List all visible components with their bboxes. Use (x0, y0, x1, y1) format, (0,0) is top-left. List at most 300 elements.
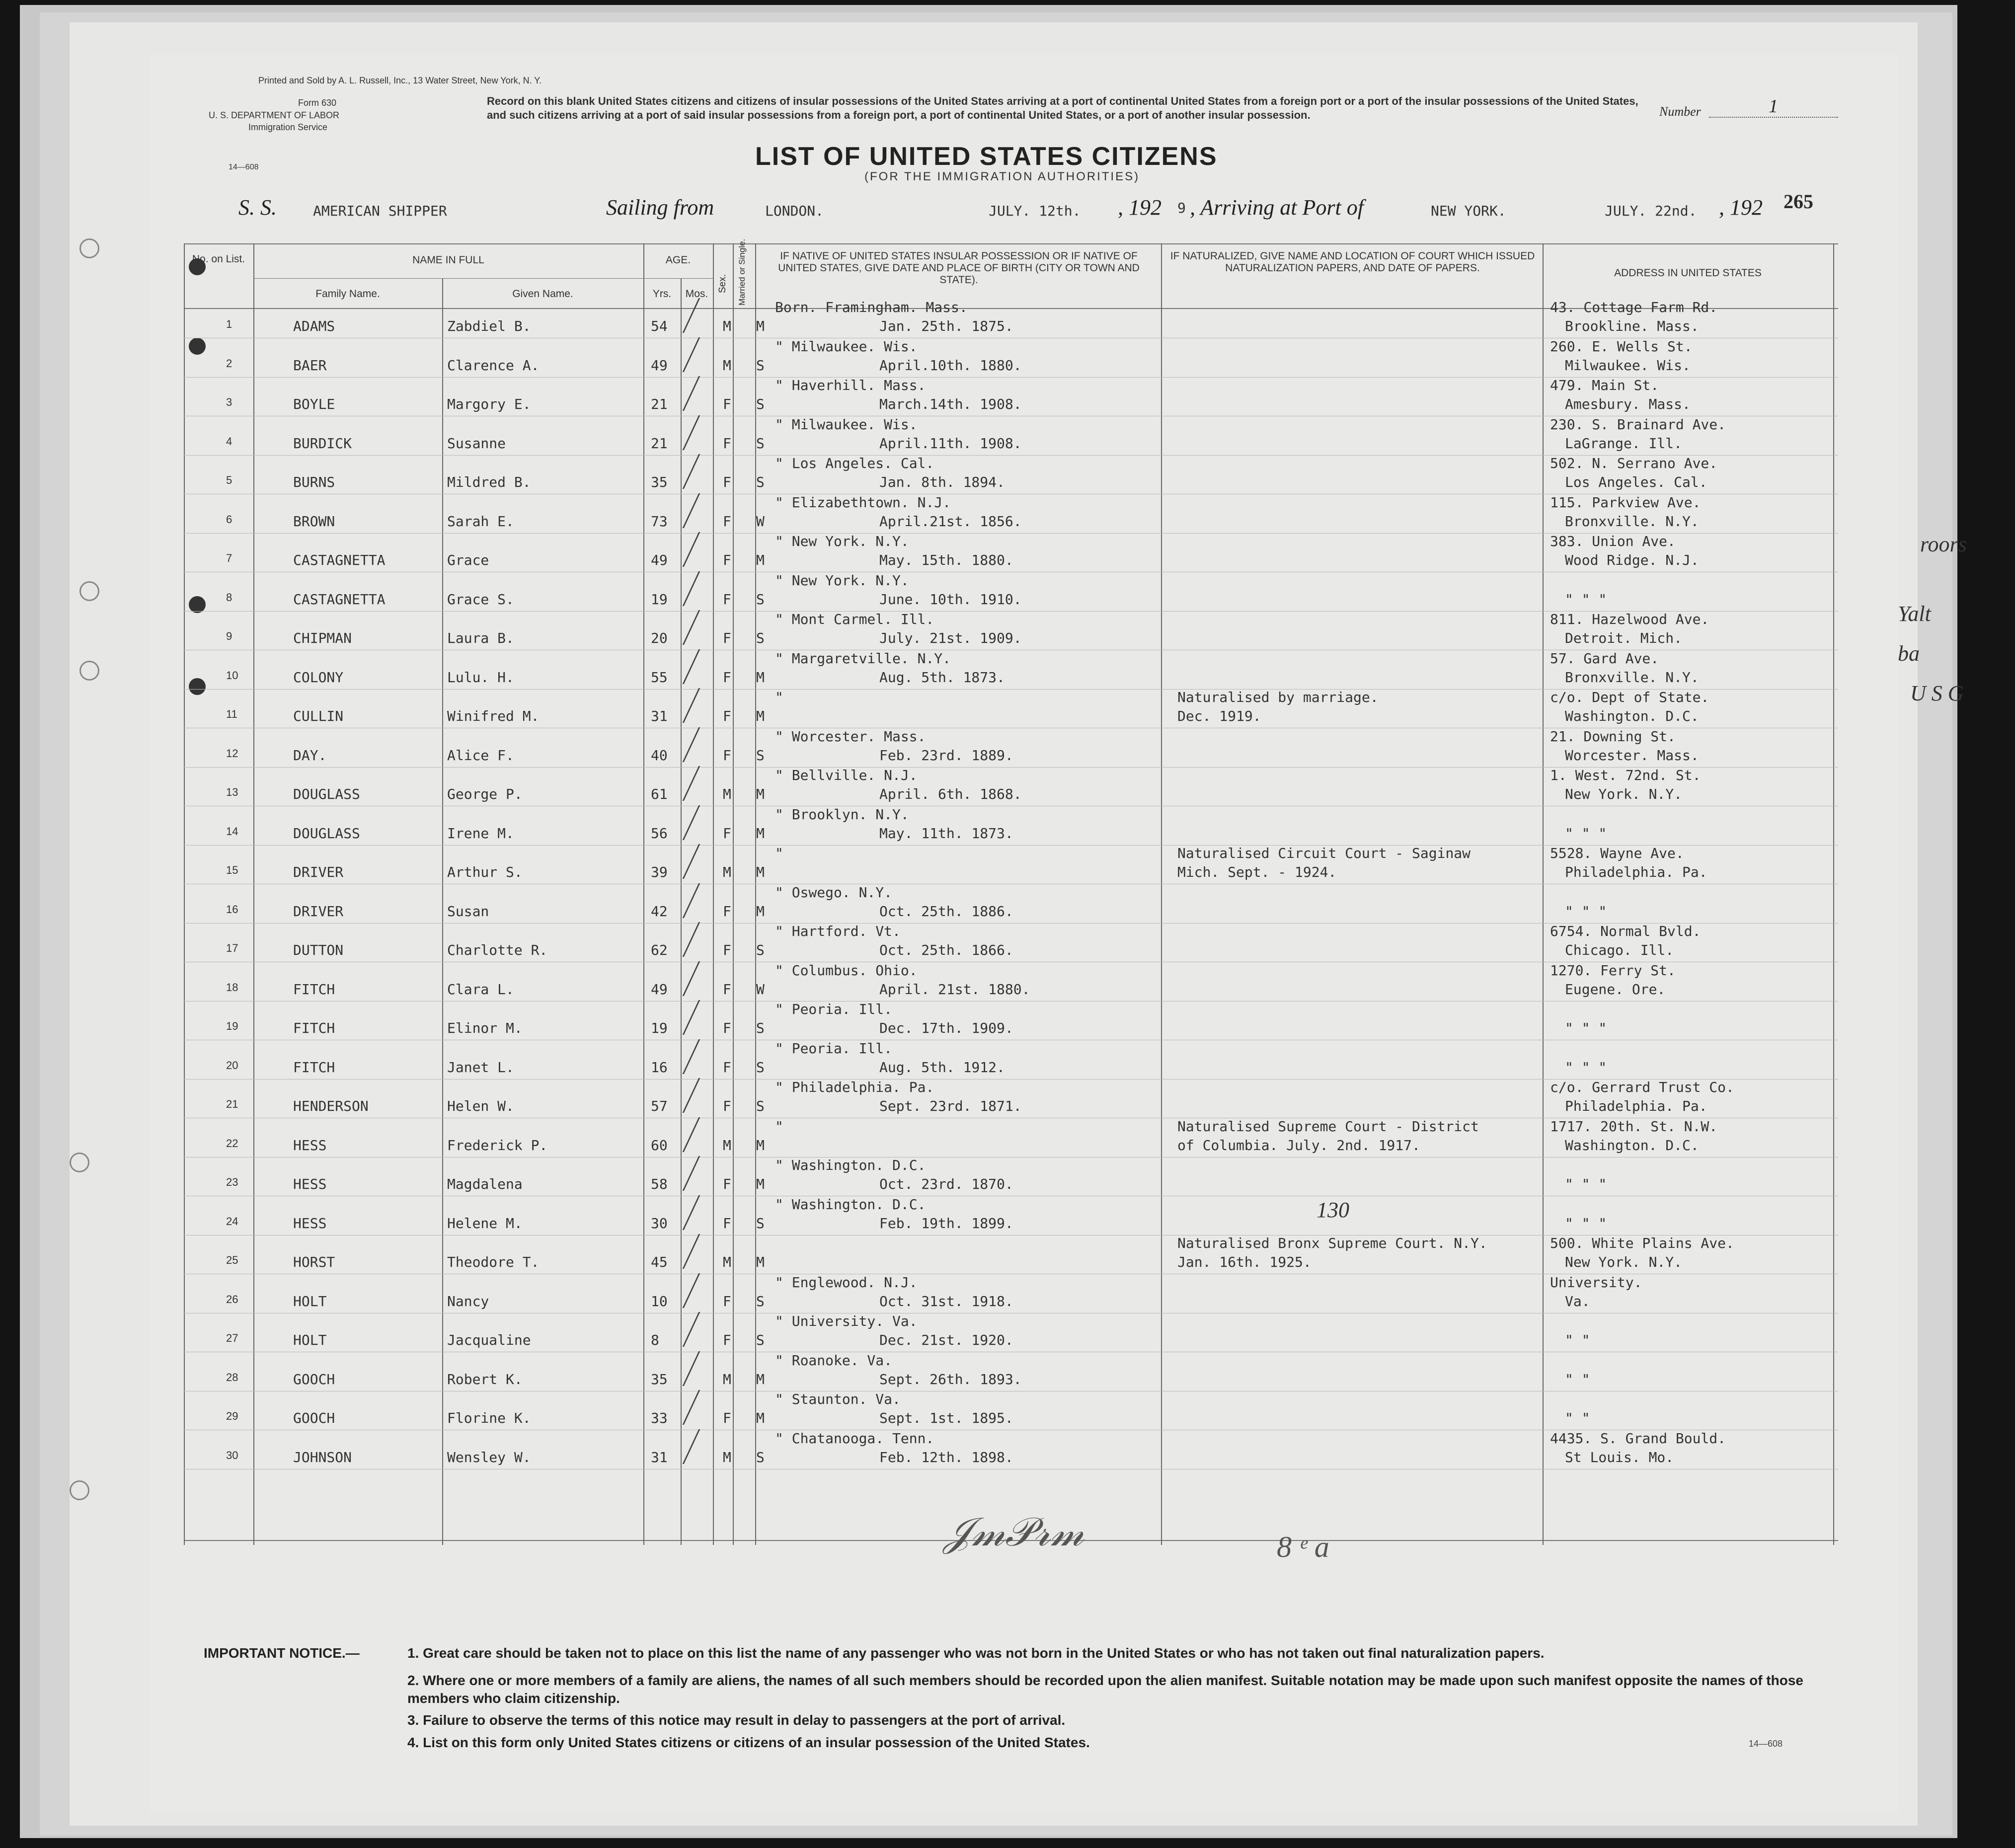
family-name: HESS (293, 1215, 327, 1232)
sex: F (723, 981, 731, 998)
col-given: Given Name. (512, 288, 573, 300)
given-name: Lulu. H. (447, 669, 514, 686)
given-name: Frederick P. (447, 1137, 548, 1154)
row-number: 13 (226, 786, 238, 798)
birth-date: Sept. 23rd. 1871. (879, 1098, 1022, 1114)
family-name: HOLT (293, 1332, 327, 1348)
given-name: Mildred B. (447, 474, 531, 490)
birth-date: April. 6th. 1868. (879, 786, 1022, 802)
birth-date: Oct. 25th. 1886. (879, 903, 1013, 920)
given-name: Janet L. (447, 1059, 514, 1076)
family-name: GOOCH (293, 1371, 335, 1387)
given-name: Helene M. (447, 1215, 523, 1232)
row-number: 7 (226, 552, 232, 564)
col-yrs: Yrs. (652, 288, 672, 300)
birth-date: Feb. 23rd. 1889. (879, 747, 1013, 764)
year-from: , 192 (1118, 195, 1162, 220)
given-name: Winifred M. (447, 708, 540, 724)
naturalization-court: Naturalised Bronx Supreme Court. N.Y. (1177, 1235, 1487, 1251)
margin-note: U S G (1910, 681, 1964, 705)
marital-status: M (756, 708, 765, 724)
department-name: U. S. DEPARTMENT OF LABOR (209, 110, 340, 120)
birth-date: Oct. 31st. 1918. (879, 1293, 1013, 1309)
age-years: 49 (651, 357, 668, 374)
given-name: Arthur S. (447, 864, 523, 880)
address-line-2: Milwaukee. Wis. (1565, 357, 1691, 374)
birth-place: " Haverhill. Mass. (775, 377, 926, 393)
arriving-label: , Arriving at Port of (1190, 195, 1364, 220)
col-age: AGE. (665, 254, 691, 266)
row-number: 8 (226, 591, 232, 604)
row-number: 12 (226, 747, 238, 760)
notice-lead: IMPORTANT NOTICE.— (204, 1645, 360, 1661)
age-years: 16 (651, 1059, 668, 1076)
given-name: Helen W. (447, 1098, 514, 1114)
birth-place: " (775, 689, 783, 705)
family-name: HESS (293, 1137, 327, 1154)
address-line-2: " " " (1565, 591, 1607, 608)
birth-date: April. 21st. 1880. (879, 981, 1030, 998)
sex: M (723, 1137, 731, 1154)
sex: F (723, 747, 731, 764)
marital-status: M (756, 1137, 765, 1154)
address-line-2: Chicago. Ill. (1565, 942, 1674, 958)
marital-status: M (756, 825, 765, 842)
row-number: 11 (226, 708, 237, 720)
row-number: 15 (226, 864, 238, 876)
row-number: 4 (226, 435, 232, 448)
birth-date: April.10th. 1880. (879, 357, 1022, 374)
address-line-2: Washington. D.C. (1565, 1137, 1699, 1154)
date-to: JULY. 22nd. (1605, 203, 1697, 219)
birth-date: Sept. 1st. 1895. (879, 1410, 1013, 1426)
form-code: 14—608 (229, 163, 259, 171)
address-line-2: St Louis. Mo. (1565, 1449, 1674, 1465)
binder-hole-icon (79, 581, 99, 601)
family-name: DAY. (293, 747, 327, 764)
family-name: HOLT (293, 1293, 327, 1309)
given-name: Grace S. (447, 591, 514, 608)
family-name: JOHNSON (293, 1449, 352, 1465)
age-years: 21 (651, 435, 668, 452)
sex: F (723, 1059, 731, 1076)
birth-date: May. 15th. 1880. (879, 552, 1013, 568)
address-line-2: Bronxville. N.Y. (1565, 513, 1699, 530)
birth-date: Oct. 23rd. 1870. (879, 1176, 1013, 1192)
birth-place: " Worcester. Mass. (775, 728, 926, 745)
address-line-2: Los Angeles. Cal. (1565, 474, 1707, 490)
row-number: 30 (226, 1449, 238, 1462)
row-number: 26 (226, 1293, 238, 1306)
binder-hole-icon (79, 661, 99, 681)
sailing-label: Sailing from (606, 195, 714, 220)
row-number: 2 (226, 357, 232, 370)
address-line-1: 260. E. Wells St. (1550, 338, 1693, 355)
naturalization-court: Naturalised by marriage. (1177, 689, 1379, 705)
marital-status: M (756, 1410, 765, 1426)
birth-date: Oct. 25th. 1866. (879, 942, 1013, 958)
address-line-1: 1717. 20th. St. N.W. (1550, 1118, 1718, 1135)
marital-status: M (756, 669, 765, 686)
date-from: JULY. 12th. (989, 203, 1081, 219)
family-name: CASTAGNETTA (293, 552, 386, 568)
given-name: Susanne (447, 435, 506, 452)
given-name: Margory E. (447, 396, 531, 412)
row-number: 28 (226, 1371, 238, 1384)
family-name: HORST (293, 1254, 335, 1270)
given-name: Theodore T. (447, 1254, 540, 1270)
column-rule (681, 278, 682, 1545)
age-years: 21 (651, 396, 668, 412)
birth-place: " Margaretville. N.Y. (775, 650, 951, 667)
row-number: 5 (226, 474, 232, 486)
port-from: LONDON. (765, 203, 824, 219)
marital-status: W (756, 981, 765, 998)
family-name: ADAMS (293, 318, 335, 334)
given-name: Charlotte R. (447, 942, 548, 958)
instructions-text: Record on this blank United States citizens and citizens of insular possessions of the United States arriving at a port of continental United States from a foreign port or a port of the insular possessions of the United States, and such citizens arriving at a port of said insular possessions from a foreign port, a port of continental United States, or a port of another insular possession. (487, 95, 1638, 121)
birth-date: Dec. 17th. 1909. (879, 1020, 1013, 1036)
sex: F (723, 1293, 731, 1309)
sex: M (723, 1254, 731, 1270)
row-number: 21 (226, 1098, 238, 1110)
given-name: Elinor M. (447, 1020, 523, 1036)
marital-status: S (756, 435, 765, 452)
address-line-2: Philadelphia. Pa. (1565, 864, 1707, 880)
age-years: 35 (651, 474, 668, 490)
address-line-1: 230. S. Brainard Ave. (1550, 416, 1726, 433)
age-years: 30 (651, 1215, 668, 1232)
naturalization-court: Naturalised Circuit Court - Saginaw (1177, 845, 1471, 861)
marital-status: M (756, 1176, 765, 1192)
margin-note: roors (1920, 532, 1967, 556)
sex: M (723, 864, 731, 880)
address-line-2: New York. N.Y. (1565, 1254, 1683, 1270)
given-name: Laura B. (447, 630, 514, 646)
family-name: COLONY (293, 669, 344, 686)
family-name: HESS (293, 1176, 327, 1192)
birth-place: " Washington. D.C. (775, 1157, 926, 1173)
family-name: CHIPMAN (293, 630, 352, 646)
sex: F (723, 630, 731, 646)
given-name: Jacqualine (447, 1332, 531, 1348)
given-name: Zabdiel B. (447, 318, 531, 334)
row-number: 29 (226, 1410, 238, 1422)
age-years: 73 (651, 513, 668, 530)
birth-place: " University. Va. (775, 1313, 918, 1329)
birth-date: May. 11th. 1873. (879, 825, 1013, 842)
age-years: 57 (651, 1098, 668, 1114)
notice-item: 4. List on this form only United States citizens or citizens of an insular possession of the United States. (407, 1735, 1090, 1750)
year-from-digit: 9 (1177, 200, 1186, 216)
marital-status: S (756, 747, 765, 764)
birth-place: " Mont Carmel. Ill. (775, 611, 934, 627)
address-line-1: 5528. Wayne Ave. (1550, 845, 1684, 861)
port-to: NEW YORK. (1431, 203, 1506, 219)
address-line-2: Philadelphia. Pa. (1565, 1098, 1707, 1114)
age-years: 60 (651, 1137, 668, 1154)
sex: F (723, 942, 731, 958)
family-name: CULLIN (293, 708, 344, 724)
col-address: ADDRESS IN UNITED STATES (1614, 267, 1762, 279)
table-rule (253, 278, 713, 279)
mid-stamp: 130 (1317, 1198, 1349, 1222)
marital-status: M (756, 318, 765, 334)
family-name: GOOCH (293, 1410, 335, 1426)
age-years: 31 (651, 708, 668, 724)
row-number: 1 (226, 318, 232, 330)
ss-label: S. S. (238, 195, 277, 220)
age-years: 10 (651, 1293, 668, 1309)
address-line-2: LaGrange. Ill. (1565, 435, 1683, 452)
address-line-1: c/o. Dept of State. (1550, 689, 1709, 705)
age-years: 8 (651, 1332, 659, 1348)
address-line-2: New York. N.Y. (1565, 786, 1683, 802)
birth-place: " Peoria. Ill. (775, 1001, 893, 1017)
family-name: CASTAGNETTA (293, 591, 386, 608)
address-line-1: 500. White Plains Ave. (1550, 1235, 1734, 1251)
column-rule (1161, 243, 1162, 1545)
address-line-2: Bronxville. N.Y. (1565, 669, 1699, 686)
sex: F (723, 552, 731, 568)
birth-place: " Bellville. N.J. (775, 767, 918, 783)
family-name: FITCH (293, 1059, 335, 1076)
marital-status: W (756, 513, 765, 530)
birth-place: " Washington. D.C. (775, 1196, 926, 1213)
row-number: 10 (226, 669, 238, 682)
birth-place: " Chatanooga. Tenn. (775, 1430, 934, 1447)
age-years: 31 (651, 1449, 668, 1465)
sex: F (723, 1176, 731, 1192)
address-line-2: " " (1565, 1332, 1590, 1348)
birth-date: April.11th. 1908. (879, 435, 1022, 452)
marital-status: S (756, 591, 765, 608)
birth-place: " Elizabethtown. N.J. (775, 494, 951, 511)
notice-item: 1. Great care should be taken not to place on this list the name of any passenger who was not born in the United States or who has not taken out final naturalization papers. (407, 1645, 1545, 1661)
address-line-1: 21. Downing St. (1550, 728, 1676, 745)
address-line-1: 57. Gard Ave. (1550, 650, 1659, 667)
binder-hole-icon (70, 1480, 89, 1500)
family-name: DUTTON (293, 942, 344, 958)
marital-status: M (756, 786, 765, 802)
address-line-2: Worcester. Mass. (1565, 747, 1699, 764)
family-name: BROWN (293, 513, 335, 530)
family-name: BAER (293, 357, 327, 374)
address-line-2: Brookline. Mass. (1565, 318, 1699, 334)
given-name: Magdalena (447, 1176, 523, 1192)
family-name: FITCH (293, 1020, 335, 1036)
marital-status: S (756, 1020, 765, 1036)
marital-status: M (756, 1371, 765, 1387)
family-name: DOUGLASS (293, 786, 360, 802)
age-years: 58 (651, 1176, 668, 1192)
page-subtitle: (FOR THE IMMIGRATION AUTHORITIES) (864, 170, 1140, 183)
family-name: HENDERSON (293, 1098, 369, 1114)
address-line-2: " " " (1565, 1176, 1607, 1192)
birth-date: Dec. 21st. 1920. (879, 1332, 1013, 1348)
sex: F (723, 708, 731, 724)
marital-status: M (756, 864, 765, 880)
birth-place: " Roanoke. Va. (775, 1352, 893, 1369)
address-line-2: " " " (1565, 1215, 1607, 1232)
birth-date: Feb. 12th. 1898. (879, 1449, 1013, 1465)
address-line-2: " " " (1565, 1020, 1607, 1036)
marital-status: M (756, 1254, 765, 1270)
age-years: 62 (651, 942, 668, 958)
age-years: 40 (651, 747, 668, 764)
margin-note: Yalt (1898, 602, 1931, 626)
naturalization-date: Dec. 1919. (1177, 708, 1261, 724)
naturalization-date: Mich. Sept. - 1924. (1177, 864, 1337, 880)
marital-status: S (756, 1332, 765, 1348)
sex: F (723, 825, 731, 842)
service-name: Immigration Service (248, 122, 328, 132)
family-name: DRIVER (293, 903, 344, 920)
age-years: 56 (651, 825, 668, 842)
row-number: 19 (226, 1020, 238, 1032)
column-rule (442, 278, 443, 1545)
sex: F (723, 591, 731, 608)
page-stamp: 265 (1783, 190, 1813, 213)
birth-place: " New York. N.Y. (775, 572, 909, 589)
col-family: Family Name. (315, 288, 380, 300)
address-line-2: Va. (1565, 1293, 1590, 1309)
column-rule (184, 243, 185, 1545)
age-years: 19 (651, 1020, 668, 1036)
column-rule (733, 243, 734, 1545)
sex: M (723, 1449, 731, 1465)
row-number: 25 (226, 1254, 238, 1266)
age-years: 49 (651, 552, 668, 568)
margin-note: ba (1898, 641, 1920, 666)
address-line-2: " " " (1565, 1059, 1607, 1076)
family-name: DOUGLASS (293, 825, 360, 842)
given-name: Irene M. (447, 825, 514, 842)
birth-place: Born. Framingham. Mass. (775, 299, 968, 315)
address-line-2: Wood Ridge. N.J. (1565, 552, 1699, 568)
birth-place: " Englewood. N.J. (775, 1274, 918, 1291)
row-number: 20 (226, 1059, 238, 1072)
sex: F (723, 903, 731, 920)
row-number: 6 (226, 513, 232, 526)
address-line-1: University. (1550, 1274, 1642, 1291)
address-line-1: 502. N. Serrano Ave. (1550, 455, 1718, 471)
marital-status: M (756, 903, 765, 920)
sex: F (723, 1215, 731, 1232)
sex: F (723, 1410, 731, 1426)
family-name: BOYLE (293, 396, 335, 412)
col-naturalized: IF NATURALIZED, GIVE NAME AND LOCATION OF COURT WHICH ISSUED NATURALIZATION PAPERS, AND DATE OF PAPERS. (1170, 250, 1535, 274)
given-name: Sarah E. (447, 513, 514, 530)
address-line-1: 479. Main St. (1550, 377, 1659, 393)
year-to: , 192 (1719, 195, 1763, 220)
birth-place: " Brooklyn. N.Y. (775, 806, 909, 823)
sex: F (723, 1020, 731, 1036)
age-years: 20 (651, 630, 668, 646)
marital-status: S (756, 1059, 765, 1076)
number-value: 1 (1769, 96, 1778, 117)
address-line-1: 1270. Ferry St. (1550, 962, 1676, 979)
age-years: 61 (651, 786, 668, 802)
printer-note: Printed and Sold by A. L. Russell, Inc., 13 Water Street, New York, N. Y. (258, 76, 542, 85)
marital-status: S (756, 1098, 765, 1114)
sex: F (723, 669, 731, 686)
row-number: 22 (226, 1137, 238, 1150)
given-name: Susan (447, 903, 489, 920)
given-name: Wensley W. (447, 1449, 531, 1465)
birth-place: " Los Angeles. Cal. (775, 455, 934, 471)
family-name: FITCH (293, 981, 335, 998)
row-number: 14 (226, 825, 238, 838)
column-rule (1543, 243, 1544, 1545)
address-line-2: Amesbury. Mass. (1565, 396, 1691, 412)
col-sex: Sex. (717, 274, 728, 293)
marital-status: S (756, 1449, 765, 1465)
col-name-in-full: NAME IN FULL (412, 254, 484, 266)
column-rule (253, 243, 254, 1545)
given-name: Robert K. (447, 1371, 523, 1387)
sex: F (723, 396, 731, 412)
number-label: Number (1659, 104, 1701, 119)
row-number: 9 (226, 630, 232, 642)
naturalization-date: of Columbia. July. 2nd. 1917. (1177, 1137, 1420, 1154)
sex: M (723, 786, 731, 802)
binder-hole-icon (70, 1153, 89, 1172)
address-line-1: 43. Cottage Farm Rd. (1550, 299, 1718, 315)
marital-status: S (756, 357, 765, 374)
address-line-2: Washington. D.C. (1565, 708, 1699, 724)
col-birth: IF NATIVE OF UNITED STATES INSULAR POSSESSION OR IF NATIVE OF UNITED STATES, GIVE DATE AND PLACE OF BIRTH (CITY OR TOWN AND STATE). (778, 250, 1140, 286)
col-married: Married or Single. (737, 238, 747, 306)
birth-place: " New York. N.Y. (775, 533, 909, 549)
birth-place: " Staunton. Va. (775, 1391, 901, 1407)
row-number: 27 (226, 1332, 238, 1344)
marital-status: S (756, 630, 765, 646)
signature-annotation: 8 ᵉ a (1277, 1531, 1329, 1563)
address-line-1: 1. West. 72nd. St. (1550, 767, 1701, 783)
marital-status: S (756, 1215, 765, 1232)
inspector-signature: 𝒥𝓂𝒫𝓇𝓂 (944, 1511, 1085, 1554)
family-name: DRIVER (293, 864, 344, 880)
birth-place: " (775, 1118, 783, 1135)
ship-name: AMERICAN SHIPPER (313, 203, 447, 219)
birth-place: " Columbus. Ohio. (775, 962, 918, 979)
given-name: George P. (447, 786, 523, 802)
address-line-2: " " (1565, 1371, 1590, 1387)
birth-place: " Oswego. N.Y. (775, 884, 893, 901)
marital-status: S (756, 942, 765, 958)
age-years: 45 (651, 1254, 668, 1270)
binder-hole-icon (79, 238, 99, 258)
birth-date: Jan. 8th. 1894. (879, 474, 1005, 490)
row-number: 23 (226, 1176, 238, 1188)
age-years: 33 (651, 1410, 668, 1426)
marital-status: M (756, 552, 765, 568)
address-line-2: " " (1565, 1410, 1590, 1426)
sex: F (723, 474, 731, 490)
footer-code: 14—608 (1749, 1739, 1783, 1749)
address-line-2: Eugene. Ore. (1565, 981, 1666, 998)
row-number: 3 (226, 396, 232, 408)
birth-date: Aug. 5th. 1912. (879, 1059, 1005, 1076)
age-years: 55 (651, 669, 668, 686)
birth-date: Feb. 19th. 1899. (879, 1215, 1013, 1232)
birth-date: Sept. 26th. 1893. (879, 1371, 1022, 1387)
address-line-1: 115. Parkview Ave. (1550, 494, 1701, 511)
given-name: Grace (447, 552, 489, 568)
family-name: BURDICK (293, 435, 352, 452)
address-line-1: 4435. S. Grand Bould. (1550, 1430, 1726, 1447)
